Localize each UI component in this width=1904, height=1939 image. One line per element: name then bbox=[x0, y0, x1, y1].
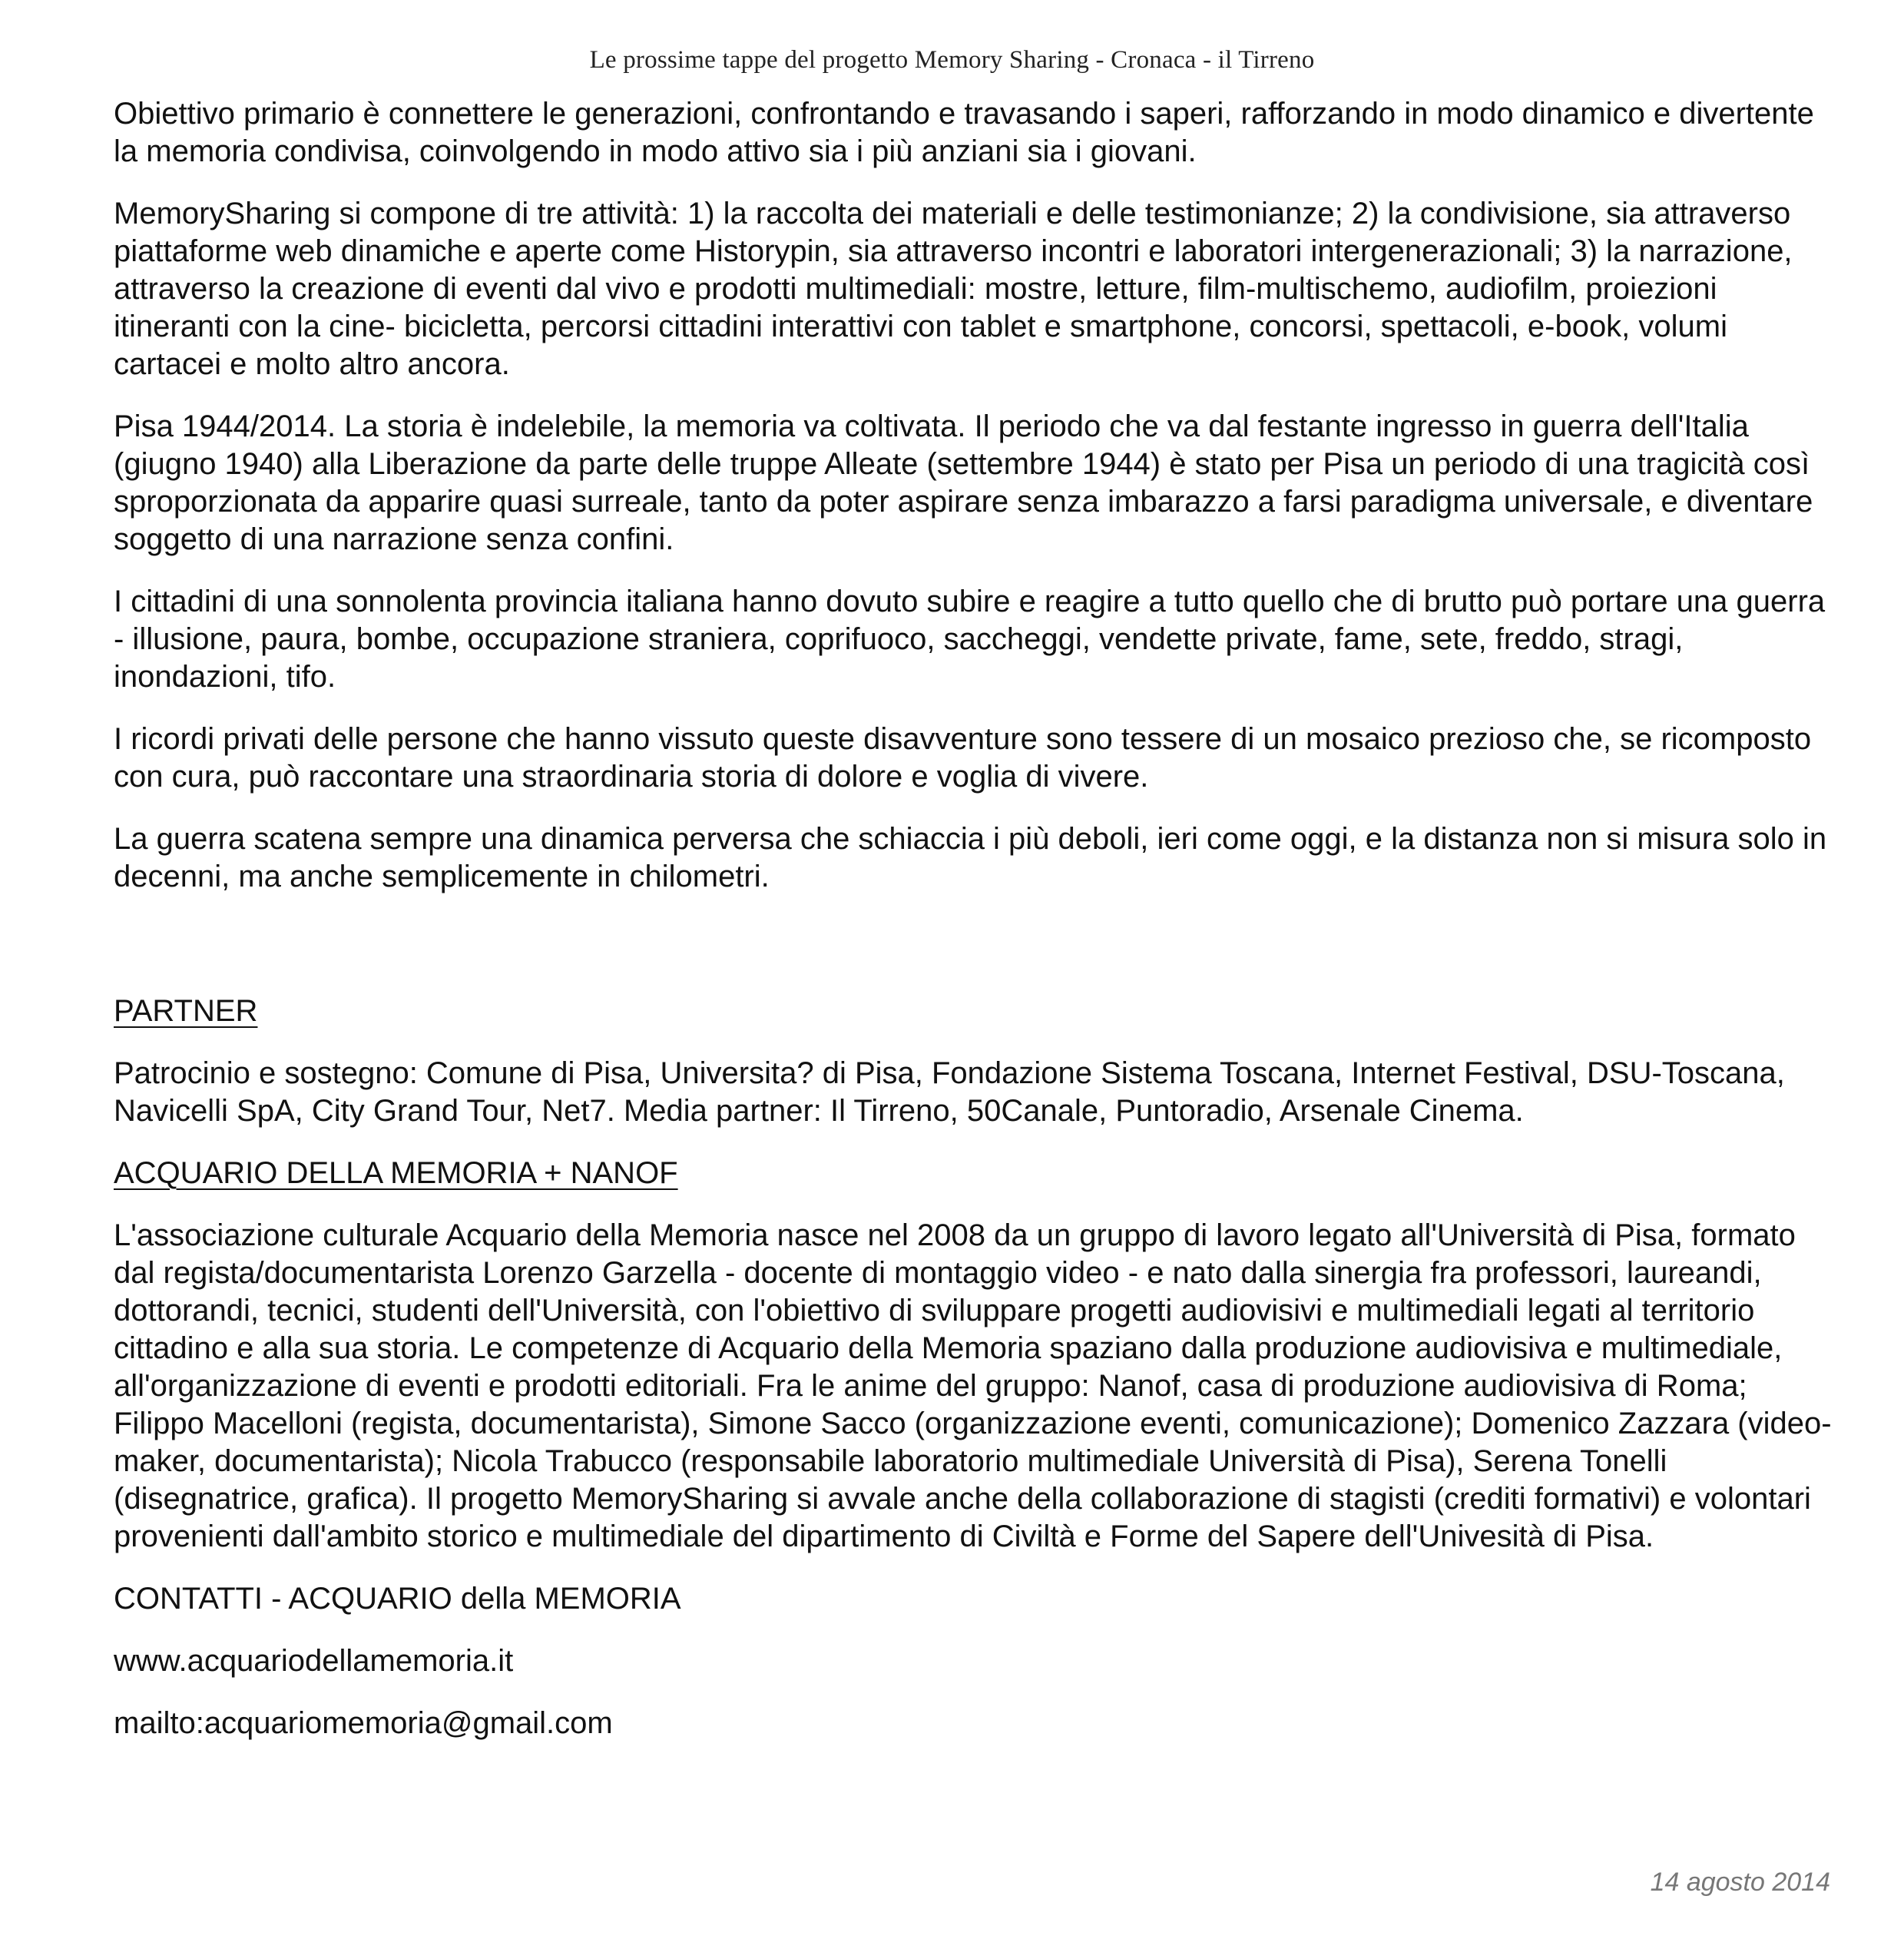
paragraph-citizens: I cittadini di una sonnolenta provincia italiana hanno dovuto subire e reagire a tutto quello che di brutto può portare una guerra - illusione, paura, bombe, occupazione straniera, coprifuoco, saccheggi, vendette private, fame, sete, freddo, stragi, inondazioni, tifo. bbox=[114, 585, 1826, 694]
partner-heading: PARTNER bbox=[114, 994, 258, 1028]
contacts-website-link[interactable]: www.acquariodellamemoria.it bbox=[114, 1644, 514, 1678]
paragraph-memories: I ricordi privati delle persone che hanno vissuto queste disavventure sono tessere di un mosaico prezioso che, se ricomposto con cura, può raccontare una straordinaria storia di dolore e voglia di vivere. bbox=[114, 722, 1812, 794]
paragraph-objective: Obiettivo primario è connettere le generazioni, confrontando e travasando i saperi, rafforzando in modo dinamico e divertente la memoria condivisa, coinvolgendo in modo attivo sia i più anziani sia i giovani. bbox=[114, 97, 1814, 168]
article-body bbox=[114, 95, 1834, 1767]
acquario-heading: ACQUARIO DELLA MEMORIA + NANOF bbox=[114, 1156, 678, 1190]
paragraph-war: La guerra scatena sempre una dinamica perversa che schiaccia i più deboli, ieri come oggi, e la distanza non si misura solo in decenni, ma anche semplicemente in chilometri. bbox=[114, 822, 1827, 893]
footer-date: 14 agosto 2014 bbox=[1650, 1868, 1830, 1897]
running-header: Le prossime tappe del progetto Memory Sharing - Cronaca - il Tirreno bbox=[589, 46, 1315, 74]
paragraph-activities: MemorySharing si compone di tre attività: 1) la raccolta dei materiali e delle testimonianze; 2) la condivisione, sia attraverso piattaforme web dinamiche e aperte come Historypin, sia attraverso incontri e laboratori intergenerazionali; 3) la narrazione, attraverso la creazione di eventi dal vivo e prodotti multimediali: mostre, letture, film-multischemo, audiofilm, proiezioni itineranti con la cine- bicicletta, percorsi cittadini interattivi con tablet e smartphone, concorsi, spettacoli, e-book, volumi cartacei e molto altro ancora. bbox=[114, 197, 1793, 381]
paragraph-pisa-history: Pisa 1944/2014. La storia è indelebile, la memoria va coltivata. Il periodo che va dal festante ingresso in guerra dell'Italia (giugno 1940) alla Liberazione da parte delle truppe Alleate (settembre 1944) è stato per Pisa un periodo di una tragicità così sproporzionata da apparire quasi surreale, tanto da poter aspirare senza imbarazzo a farsi paradigma universale, e diventare soggetto di una narrazione senza confini. bbox=[114, 409, 1813, 556]
contacts-title: CONTATTI - ACQUARIO della MEMORIA bbox=[114, 1582, 681, 1616]
acquario-text: L'associazione culturale Acquario della Memoria nasce nel 2008 da un gruppo di lavoro legato all'Università di Pisa, formato dal regista/documentarista Lorenzo Garzella - docente di montaggio video - e nato dalla sinergia fra professori, laureandi, dottorandi, tecnici, studenti dell'Università, con l'obiettivo di sviluppare progetti audiovisivi e multimediali legati al territorio cittadino e alla sua storia. Le competenze di Acquario della Memoria spaziano dalla produzione audiovisiva e multimediale, all'organizzazione di eventi e prodotti editoriali. Fra le anime del gruppo: Nanof, casa di produzione audiovisiva di Roma; Filippo Macelloni (regista, documentarista), Simone Sacco (organizzazione eventi, comunicazione); Domenico Zazzara (video-maker, documentarista); Nicola Trabucco (responsabile laboratorio multimediale Università di Pisa), Serena Tonelli (disegnatrice, grafica). Il progetto MemorySharing si avvale anche della collaborazione di stagisti (crediti formativi) e volontari provenienti dall'ambito storico e multimediale del dipartimento di Civiltà e Forme del Sapere dell'Univesità di Pisa. bbox=[114, 1218, 1832, 1553]
partner-text: Patrocinio e sostegno: Comune di Pisa, Universita? di Pisa, Fondazione Sistema Toscana, Internet Festival, DSU-Toscana, Navicelli SpA, City Grand Tour, Net7. Media partner: Il Tirreno, 50Canale, Puntoradio, Arsenale Cinema. bbox=[114, 1056, 1785, 1128]
intro-section bbox=[114, 95, 1834, 896]
contacts-email-link[interactable]: mailto:acquariomemoria@gmail.com bbox=[114, 1706, 613, 1740]
